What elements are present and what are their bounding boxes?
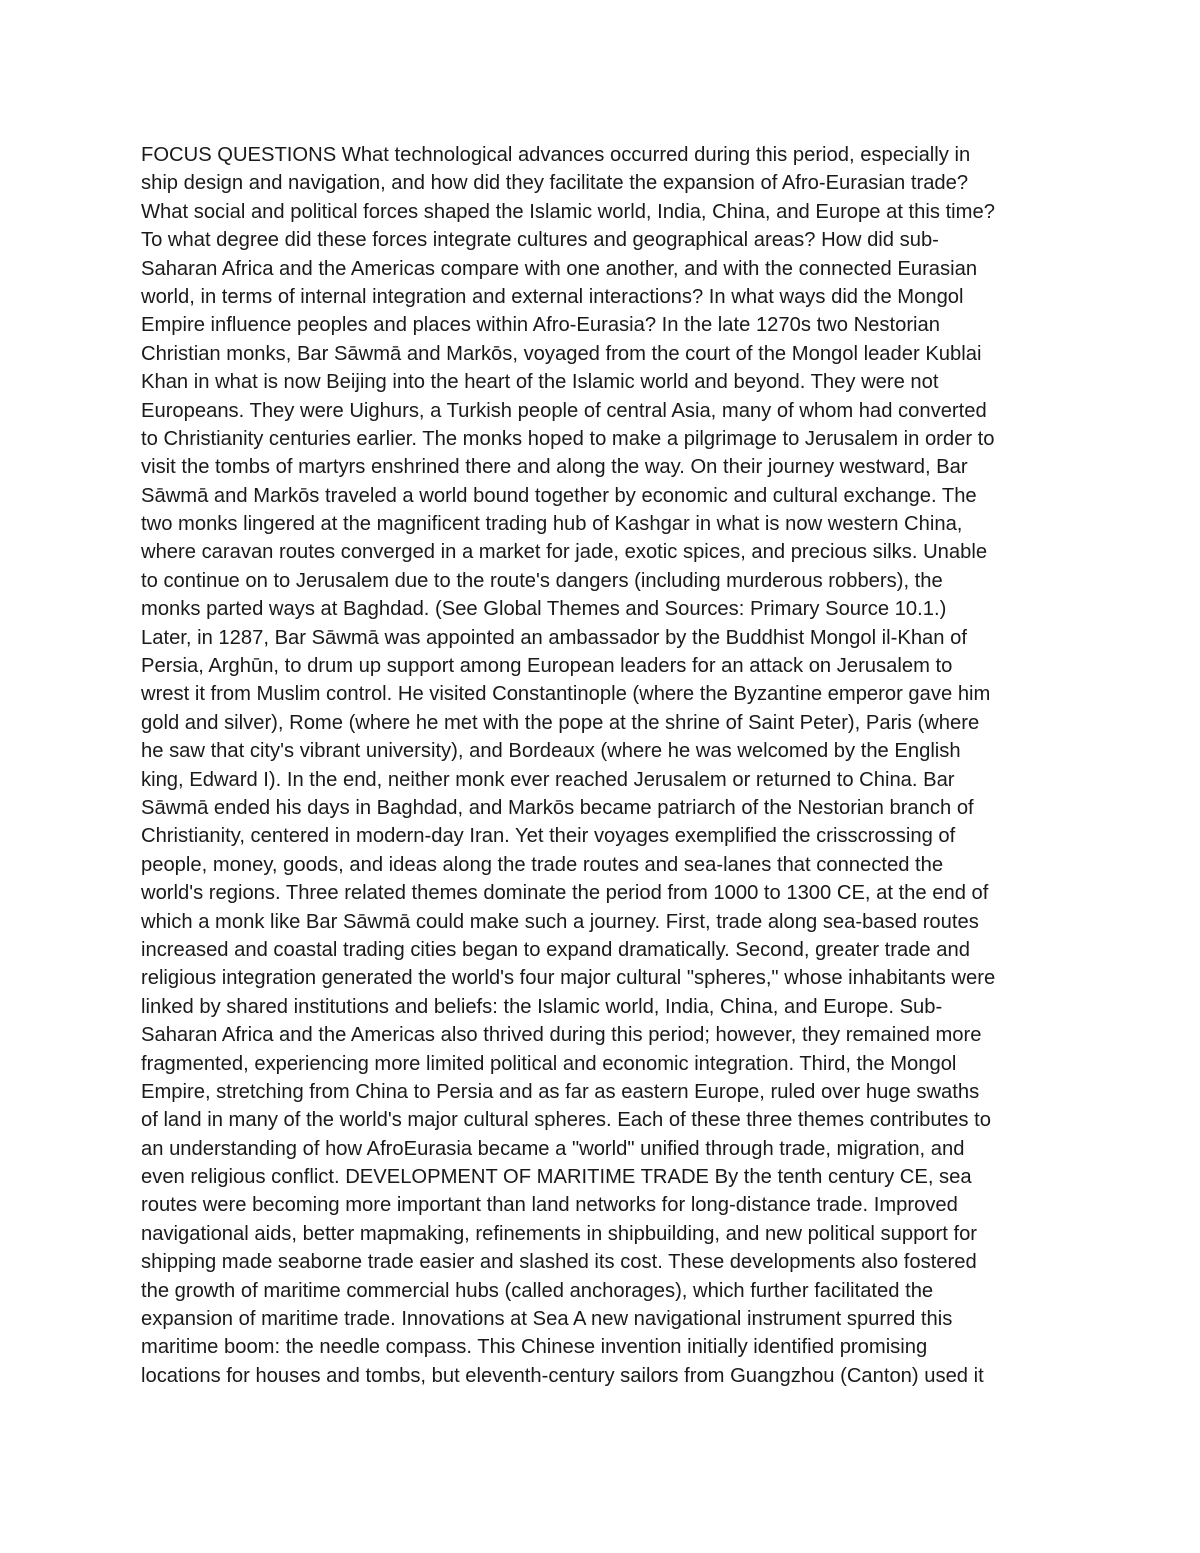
text-line: linked by shared institutions and beliefs: the Islamic world, India, China, and Europe. Sub- [141, 995, 943, 1018]
text-line: to Christianity centuries earlier. The monks hoped to make a pilgrimage to Jerusalem in order to [141, 427, 995, 450]
text-line: even religious conflict. DEVELOPMENT OF MARITIME TRADE By the tenth century CE, sea [141, 1166, 972, 1189]
text-line: people, money, goods, and ideas along the trade routes and sea-lanes that connected the [141, 853, 944, 876]
text-line: Empire influence peoples and places within Afro-Eurasia? In the late 1270s two Nestorian [141, 314, 940, 337]
text-line: maritime boom: the needle compass. This Chinese invention initially identified promising [141, 1336, 928, 1359]
text-line: which a monk like Bar Sāwmā could make such a journey. First, trade along sea-based routes [141, 910, 979, 933]
text-line: expansion of maritime trade. Innovations at Sea A new navigational instrument spurred this [141, 1308, 953, 1331]
text-line: Sāwmā ended his days in Baghdad, and Markōs became patriarch of the Nestorian branch of [141, 796, 974, 819]
text-line: world, in terms of internal integration and external interactions? In what ways did the Mongol [141, 285, 964, 308]
text-line: gold and silver), Rome (where he met with the pope at the shrine of Saint Peter), Paris (where [141, 711, 980, 734]
text-line: religious integration generated the world's four major cultural "spheres," whose inhabitants were [141, 967, 996, 990]
text-line: Christianity, centered in modern-day Iran. Yet their voyages exemplified the crisscrossing of [141, 825, 956, 848]
text-line: the growth of maritime commercial hubs (called anchorages), which further facilitated the [141, 1279, 934, 1302]
text-line: To what degree did these forces integrate cultures and geographical areas? How did sub- [141, 229, 939, 252]
text-line: Persia, Arghūn, to drum up support among European leaders for an attack on Jerusalem to [141, 655, 953, 678]
text-line: Saharan Africa and the Americas also thrived during this period; however, they remained more [141, 1024, 982, 1047]
text-line: Europeans. They were Uighurs, a Turkish people of central Asia, many of whom had converted [141, 399, 987, 422]
text-line: visit the tombs of martyrs enshrined there and along the way. On their journey westward, Bar [141, 456, 968, 479]
text-line: of land in many of the world's major cultural spheres. Each of these three themes contributes to [141, 1109, 991, 1132]
text-line: he saw that city's vibrant university), and Bordeaux (where he was welcomed by the English [141, 740, 961, 763]
text-line: where caravan routes converged in a market for jade, exotic spices, and precious silks. Unable [141, 541, 988, 564]
text-line: FOCUS QUESTIONS What technological advances occurred during this period, especially in [141, 144, 971, 166]
text-line: increased and coastal trading cities began to expand dramatically. Second, greater trade and [141, 938, 970, 961]
text-line: an understanding of how AfroEurasia became a "world" unified through trade, migration, and [141, 1137, 965, 1160]
text-line: Sāwmā and Markōs traveled a world bound together by economic and cultural exchange. The [141, 484, 977, 507]
text-line: to continue on to Jerusalem due to the route's dangers (including murderous robbers), the [141, 569, 943, 592]
text-line: monks parted ways at Baghdad. (See Global Themes and Sources: Primary Source 10.1.) [141, 598, 947, 621]
text-line: Empire, stretching from China to Persia and as far as eastern Europe, ruled over huge swaths [141, 1080, 980, 1103]
text-line: ship design and navigation, and how did they facilitate the expansion of Afro-Eurasian trade? [141, 172, 969, 195]
text-line: Saharan Africa and the Americas compare with one another, and with the connected Eurasian [141, 257, 978, 280]
text-line: king, Edward I). In the end, neither monk ever reached Jerusalem or returned to China. Bar [141, 768, 955, 791]
text-line: shipping made seaborne trade easier and slashed its cost. These developments also fostered [141, 1251, 977, 1274]
text-line: navigational aids, better mapmaking, refinements in shipbuilding, and new political support for [141, 1222, 978, 1245]
text-line: wrest it from Muslim control. He visited Constantinople (where the Byzantine emperor gave him [141, 683, 991, 706]
text-line: Later, in 1287, Bar Sāwmā was appointed an ambassador by the Buddhist Mongol il-Khan of [141, 626, 967, 649]
text-line: Khan in what is now Beijing into the heart of the Islamic world and beyond. They were not [141, 371, 939, 394]
text-line: routes were becoming more important than land networks for long-distance trade. Improved [141, 1194, 958, 1217]
body-text [141, 141, 1071, 1390]
text-line: two monks lingered at the magnificent trading hub of Kashgar in what is now western China, [141, 513, 963, 536]
text-line: Christian monks, Bar Sāwmā and Markōs, voyaged from the court of the Mongol leader Kublai [141, 342, 982, 365]
text-line: What social and political forces shaped the Islamic world, India, China, and Europe at this time? [141, 200, 995, 223]
text-line: fragmented, experiencing more limited political and economic integration. Third, the Mongol [141, 1052, 957, 1075]
text-line: locations for houses and tombs, but eleventh-century sailors from Guangzhou (Canton) used it [141, 1364, 984, 1387]
text-line: world's regions. Three related themes dominate the period from 1000 to 1300 CE, at the end of [141, 882, 989, 905]
